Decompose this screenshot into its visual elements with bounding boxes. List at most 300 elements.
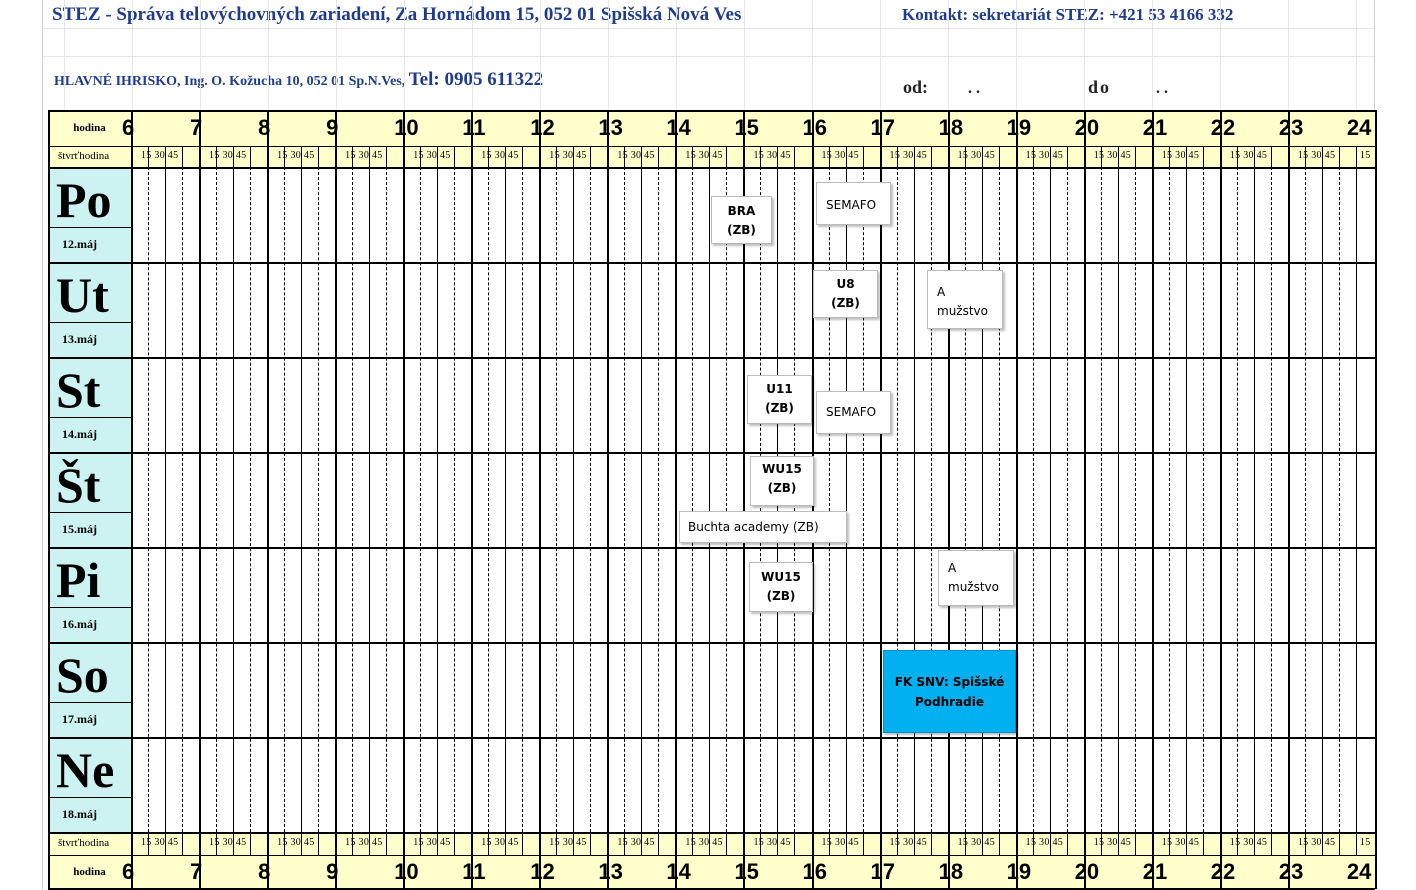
table-border-left xyxy=(48,110,50,889)
quarter-labels: 15 30 45 xyxy=(1093,837,1132,848)
quarter-line xyxy=(863,167,864,832)
header-gridline xyxy=(744,0,745,110)
quarter-line xyxy=(1033,167,1034,832)
quarter-tick xyxy=(284,832,285,855)
quarter-tick xyxy=(318,832,319,855)
quarter-tick xyxy=(488,832,489,855)
quarter-labels: 15 30 45 xyxy=(209,837,247,848)
quarter-labels: 15 30 45 xyxy=(413,150,451,161)
hour-line xyxy=(880,110,882,889)
quarter-tick xyxy=(250,832,251,855)
quarter-labels: 15 30 45 xyxy=(549,837,587,848)
quarter-line xyxy=(182,167,183,832)
quarter-tick xyxy=(216,832,217,855)
quarter-labels: 15 30 45 xyxy=(1229,837,1268,848)
event-text xyxy=(937,283,1002,321)
event-so-fk-snv[interactable] xyxy=(883,650,1016,733)
quarter-tick xyxy=(369,832,370,855)
quarter-tick xyxy=(148,146,149,167)
quarter-line xyxy=(165,167,166,832)
table-border-right xyxy=(1375,110,1377,889)
hour-number: 12 xyxy=(530,859,555,884)
day-date: 13.máj xyxy=(62,332,97,346)
event-text xyxy=(895,672,1005,712)
quarter-labels: 15 30 45 xyxy=(1161,837,1200,848)
quarter-tick xyxy=(794,146,795,167)
quarter-tick xyxy=(914,832,915,855)
day-line xyxy=(48,262,1375,264)
quarter-line xyxy=(284,167,285,832)
page-title: STEZ - Správa telovýchovných zariadení, Za Hornádom 15, 052 01 Spišská Nová Ves xyxy=(52,4,742,25)
date-from-value: . . xyxy=(968,80,980,97)
hour-line xyxy=(1288,110,1290,889)
day-label-cell xyxy=(48,547,131,642)
quarter-tick xyxy=(488,146,489,167)
quarter-labels: 15 30 45 xyxy=(209,150,247,161)
quarter-tick xyxy=(590,832,591,855)
quarter-tick xyxy=(1050,832,1051,855)
day-label-cell xyxy=(48,737,131,832)
quarter-labels: 15 30 45 xyxy=(753,150,791,161)
quarter-labels: 15 30 45 xyxy=(277,837,315,848)
quarter-labels: 15 30 45 xyxy=(617,150,655,161)
quarter-labels: 15 30 45 xyxy=(821,150,859,161)
quarter-tick xyxy=(301,146,302,167)
quarter-tick xyxy=(1271,832,1272,855)
event-stv-buchta[interactable] xyxy=(679,511,847,543)
quarter-line xyxy=(505,167,506,832)
quarter-tick xyxy=(641,832,642,855)
day-line xyxy=(48,452,1375,454)
quarter-tick xyxy=(420,832,421,855)
quarter-tick xyxy=(505,146,506,167)
hour-number: 19 xyxy=(1006,859,1032,884)
quarter-line xyxy=(250,167,251,832)
quarter-tick xyxy=(573,832,574,855)
hour-number: 14 xyxy=(666,115,691,140)
quarter-line xyxy=(488,167,489,832)
quarter-tick xyxy=(216,146,217,167)
event-line: U11 xyxy=(766,382,793,396)
date-to-value: . . xyxy=(1156,80,1168,97)
header-gridline xyxy=(1016,0,1017,110)
header-gridline xyxy=(880,0,881,110)
hour-number: 14 xyxy=(666,859,691,884)
day-separator xyxy=(48,227,131,228)
hour-number: 9 xyxy=(326,115,339,140)
day-abbr: Št xyxy=(56,457,101,513)
quarter-labels: 15 30 45 xyxy=(1297,837,1336,848)
quarter-line xyxy=(1322,167,1323,832)
day-separator xyxy=(48,322,131,323)
quarter-tick xyxy=(897,832,898,855)
hour-number: 24 xyxy=(1346,859,1372,884)
quarter-tick xyxy=(982,146,983,167)
quarter-tick xyxy=(692,146,693,167)
hour-number: 17 xyxy=(870,859,896,884)
event-po-semafo[interactable] xyxy=(816,182,891,225)
event-line: (ZB) xyxy=(766,589,796,603)
quarter-tick xyxy=(1305,832,1306,855)
quarter-line xyxy=(846,167,847,832)
event-line: (ZB) xyxy=(767,481,797,495)
quarter-line xyxy=(590,167,591,832)
hodina-label: hodina xyxy=(73,866,106,878)
stvrthodina-label: štvrťhodina xyxy=(58,150,110,162)
hour-number: 22 xyxy=(1210,115,1236,140)
quarter-tick xyxy=(1118,146,1119,167)
day-line xyxy=(48,357,1375,359)
quarter-tick xyxy=(863,832,864,855)
quarter-tick xyxy=(1101,146,1102,167)
hour-line xyxy=(403,110,405,889)
quarter-tick xyxy=(352,832,353,855)
hour-line xyxy=(1084,110,1086,889)
header-gridline xyxy=(472,0,473,110)
day-separator xyxy=(48,797,131,798)
header-gridline xyxy=(608,0,609,110)
hour-line xyxy=(675,110,677,889)
hour-number: 8 xyxy=(258,859,271,884)
quarter-tick xyxy=(829,146,830,167)
quarter-line xyxy=(641,167,642,832)
quarter-labels: 15 30 45 xyxy=(957,837,995,848)
quarter-tick xyxy=(931,832,932,855)
day-label-cell xyxy=(48,452,131,547)
header-gridline xyxy=(812,0,813,110)
quarter-tick xyxy=(522,832,523,855)
quarter-line xyxy=(829,167,830,832)
quarter-line xyxy=(1237,167,1238,832)
quarter-tick xyxy=(1237,146,1238,167)
quarter-line xyxy=(1050,167,1051,832)
event-line: U8 xyxy=(836,277,855,291)
event-text xyxy=(948,559,1013,597)
header-gridline xyxy=(1220,0,1221,110)
row-line xyxy=(48,832,1375,834)
quarter-labels: 15 30 45 xyxy=(685,837,723,848)
quarter-labels: 15 30 45 xyxy=(957,150,995,161)
quarter-tick xyxy=(999,832,1000,855)
hour-number: 18 xyxy=(938,115,964,140)
quarter-labels: 15 30 45 xyxy=(277,150,315,161)
quarter-line xyxy=(454,167,455,832)
quarter-tick xyxy=(641,146,642,167)
quarter-labels: 15 30 45 xyxy=(549,150,587,161)
day-label-cell xyxy=(48,642,131,737)
quarter-labels: 15 30 45 xyxy=(345,837,383,848)
day-label-cell xyxy=(48,167,131,262)
field-address-text: HLAVNÉ IHRISKO, Ing. O. Kožucha 10, 052 01 Sp.N.Ves, xyxy=(54,74,406,89)
quarter-labels: 15 30 45 xyxy=(889,150,927,161)
event-stv-wu15[interactable] xyxy=(750,456,814,506)
day-abbr: Pi xyxy=(56,552,101,608)
day-separator xyxy=(48,607,131,608)
quarter-tick xyxy=(233,146,234,167)
header-gridline xyxy=(1356,0,1357,110)
quarter-tick xyxy=(1186,146,1187,167)
quarter-labels: 15 30 45 xyxy=(1025,837,1064,848)
day-date: 12.máj xyxy=(62,237,97,251)
quarter-tick xyxy=(556,146,557,167)
event-line: A xyxy=(948,561,957,575)
day-line xyxy=(48,737,1375,739)
quarter-labels: 15 30 45 xyxy=(685,150,723,161)
quarter-tick xyxy=(863,146,864,167)
hour-number: 23 xyxy=(1278,859,1304,884)
quarter-tick xyxy=(931,146,932,167)
hour-number: 11 xyxy=(462,859,486,884)
day-date: 16.máj xyxy=(62,617,97,631)
event-line: SEMAFO xyxy=(826,405,877,419)
day-line xyxy=(48,642,1375,644)
header-gridline xyxy=(1084,0,1085,110)
event-line: FK SNV: Spišské xyxy=(894,674,1005,689)
event-pi-wu15[interactable] xyxy=(749,562,813,612)
quarter-tick xyxy=(1254,832,1255,855)
row-line xyxy=(48,167,1375,169)
quarter-tick xyxy=(165,832,166,855)
quarter-tick xyxy=(1033,146,1034,167)
day-abbr: Ne xyxy=(56,742,115,798)
quarter-line xyxy=(522,167,523,832)
quarter-labels: 15 30 45 xyxy=(617,837,655,848)
date-to-label: do xyxy=(1088,77,1112,97)
quarter-tick xyxy=(556,832,557,855)
quarter-tick xyxy=(1271,146,1272,167)
quarter-tick xyxy=(1067,146,1068,167)
event-line: (ZB) xyxy=(831,296,860,310)
hour-number: 7 xyxy=(190,115,203,140)
event-ut-u8[interactable] xyxy=(813,270,878,318)
event-pi-a-muzstvo[interactable] xyxy=(938,550,1014,606)
quarter-line xyxy=(692,167,693,832)
hour-number: 21 xyxy=(1142,115,1168,140)
quarter-tick xyxy=(1186,832,1187,855)
quarter-line xyxy=(709,167,710,832)
hour-number: 7 xyxy=(190,859,203,884)
page-border-right xyxy=(1374,0,1375,110)
quarter-tick xyxy=(760,832,761,855)
quarter-tick xyxy=(1033,832,1034,855)
day-abbr: Po xyxy=(56,172,112,228)
quarter-tick xyxy=(1135,146,1136,167)
quarter-tick xyxy=(182,146,183,167)
quarter-tick xyxy=(1322,832,1323,855)
hour-number: 13 xyxy=(598,859,623,884)
quarter-tick xyxy=(1135,832,1136,855)
hour-number: 12 xyxy=(530,115,555,140)
hour-number: 9 xyxy=(326,859,339,884)
header-gridline xyxy=(1288,0,1289,110)
hour-line xyxy=(1152,110,1154,889)
quarter-labels: 15 30 45 xyxy=(821,837,859,848)
quarter-tick xyxy=(846,146,847,167)
quarter-tick xyxy=(846,832,847,855)
hour-line xyxy=(471,110,473,889)
event-line: (ZB) xyxy=(727,223,756,237)
quarter-tick xyxy=(726,146,727,167)
quarter-labels: 15 30 45 xyxy=(1093,150,1132,161)
quarter-tick xyxy=(437,832,438,855)
quarter-tick xyxy=(760,146,761,167)
event-text xyxy=(751,460,813,498)
quarter-line xyxy=(1169,167,1170,832)
header-gridline xyxy=(540,0,541,110)
quarter-labels: 15 30 45 xyxy=(345,150,383,161)
quarter-tick xyxy=(573,146,574,167)
hour-line xyxy=(607,110,609,889)
quarter-line xyxy=(573,167,574,832)
quarter-line xyxy=(420,167,421,832)
hour-number: 24 xyxy=(1346,115,1372,140)
hour-number: 6 xyxy=(122,115,135,140)
event-line: A xyxy=(937,285,946,299)
quarter-line xyxy=(658,167,659,832)
quarter-tick xyxy=(522,146,523,167)
quarter-tick xyxy=(999,146,1000,167)
quarter-tick xyxy=(386,832,387,855)
quarter-tick xyxy=(1169,832,1170,855)
event-line: mužstvo xyxy=(937,304,988,318)
quarter-tick xyxy=(1254,146,1255,167)
quarter-line xyxy=(233,167,234,832)
quarter-tick xyxy=(437,146,438,167)
event-ut-a-muzstvo[interactable] xyxy=(927,270,1003,329)
quarter-tick xyxy=(692,832,693,855)
quarter-labels: 15 30 45 xyxy=(481,837,519,848)
day-date: 14.máj xyxy=(62,427,97,441)
event-line: SEMAFO xyxy=(826,198,877,212)
hour-number: 8 xyxy=(258,115,271,140)
quarter-tick xyxy=(658,832,659,855)
field-address xyxy=(54,69,543,91)
hour-number: 23 xyxy=(1278,115,1304,140)
day-abbr: Ut xyxy=(56,267,109,323)
hour-number: 15 xyxy=(734,859,759,884)
day-abbr: So xyxy=(56,647,109,703)
contact-info: Kontakt: sekretariát STEZ: +421 53 4166 332 xyxy=(902,5,1234,24)
quarter-tick xyxy=(897,146,898,167)
hour-number: 20 xyxy=(1074,115,1100,140)
quarter-line xyxy=(1135,167,1136,832)
hour-line xyxy=(539,110,541,889)
quarter-labels: 15 30 45 xyxy=(1297,150,1336,161)
quarter-tick xyxy=(148,832,149,855)
quarter-tick xyxy=(590,146,591,167)
day-date: 18.máj xyxy=(62,807,97,821)
header-gridline xyxy=(336,0,337,110)
quarter-tick xyxy=(658,146,659,167)
hour-line xyxy=(948,110,950,889)
quarter-tick xyxy=(454,146,455,167)
quarter-tick xyxy=(1101,832,1102,855)
hour-line xyxy=(267,110,269,889)
hour-number: 19 xyxy=(1006,115,1032,140)
quarter-tick xyxy=(829,832,830,855)
day-label-cell xyxy=(48,357,131,452)
quarter-labels: 15 30 45 xyxy=(889,837,927,848)
quarter-tick xyxy=(1067,832,1068,855)
quarter-tick xyxy=(165,146,166,167)
hour-number: 17 xyxy=(870,115,896,140)
hour-number: 11 xyxy=(462,115,486,140)
event-line: WU15 xyxy=(762,462,802,476)
quarter-line xyxy=(318,167,319,832)
quarter-tick xyxy=(284,146,285,167)
quarter-tick xyxy=(1356,146,1357,855)
quarter-labels: 15 30 45 xyxy=(1229,150,1268,161)
quarter-line xyxy=(301,167,302,832)
hour-number: 10 xyxy=(394,115,419,140)
event-text xyxy=(814,275,877,313)
quarter-tick xyxy=(352,146,353,167)
quarter-labels: 15 30 45 xyxy=(413,837,451,848)
quarter-line xyxy=(556,167,557,832)
quarter-line xyxy=(726,167,727,832)
quarter-tick xyxy=(386,146,387,167)
quarter-line xyxy=(1186,167,1187,832)
day-separator xyxy=(48,702,131,703)
event-line: Podhradie xyxy=(914,694,984,709)
quarter-tick xyxy=(301,832,302,855)
quarter-labels: 15 xyxy=(1359,837,1371,848)
header-gridline xyxy=(1152,0,1153,110)
hour-number: 13 xyxy=(598,115,623,140)
hour-number: 20 xyxy=(1074,859,1100,884)
event-text xyxy=(826,196,890,215)
event-line: (ZB) xyxy=(765,401,794,415)
hour-number: 10 xyxy=(394,859,419,884)
quarter-tick xyxy=(1203,832,1204,855)
day-separator xyxy=(48,417,131,418)
day-date: 17.máj xyxy=(62,712,97,726)
quarter-tick xyxy=(1339,146,1340,167)
quarter-tick xyxy=(709,832,710,855)
quarter-tick xyxy=(965,832,966,855)
quarter-line xyxy=(1254,167,1255,832)
event-text xyxy=(712,202,771,240)
day-abbr: St xyxy=(56,362,101,418)
event-line: Buchta academy (ZB) xyxy=(688,520,819,534)
quarter-tick xyxy=(1322,146,1323,167)
event-po-bra[interactable] xyxy=(711,196,772,244)
quarter-line xyxy=(1305,167,1306,832)
quarter-line xyxy=(148,167,149,832)
day-separator xyxy=(48,512,131,513)
event-st-u11[interactable] xyxy=(747,375,812,424)
quarter-tick xyxy=(624,146,625,167)
hour-line xyxy=(1220,110,1222,889)
quarter-labels: 15 30 45 xyxy=(141,150,179,161)
quarter-tick xyxy=(454,832,455,855)
quarter-tick xyxy=(982,832,983,855)
quarter-tick xyxy=(777,146,778,167)
row-line xyxy=(48,855,1375,856)
label-column-border xyxy=(131,110,133,889)
event-st-semafo[interactable] xyxy=(816,391,891,434)
hodina-label: hodina xyxy=(73,122,106,134)
quarter-tick xyxy=(420,146,421,167)
quarter-labels: 15 30 45 xyxy=(141,837,179,848)
event-text xyxy=(688,518,846,537)
quarter-line xyxy=(1101,167,1102,832)
hour-line xyxy=(199,110,201,889)
header-gridline xyxy=(200,0,201,110)
quarter-line xyxy=(437,167,438,832)
hour-line xyxy=(1016,110,1018,889)
quarter-labels: 15 30 45 xyxy=(753,837,791,848)
